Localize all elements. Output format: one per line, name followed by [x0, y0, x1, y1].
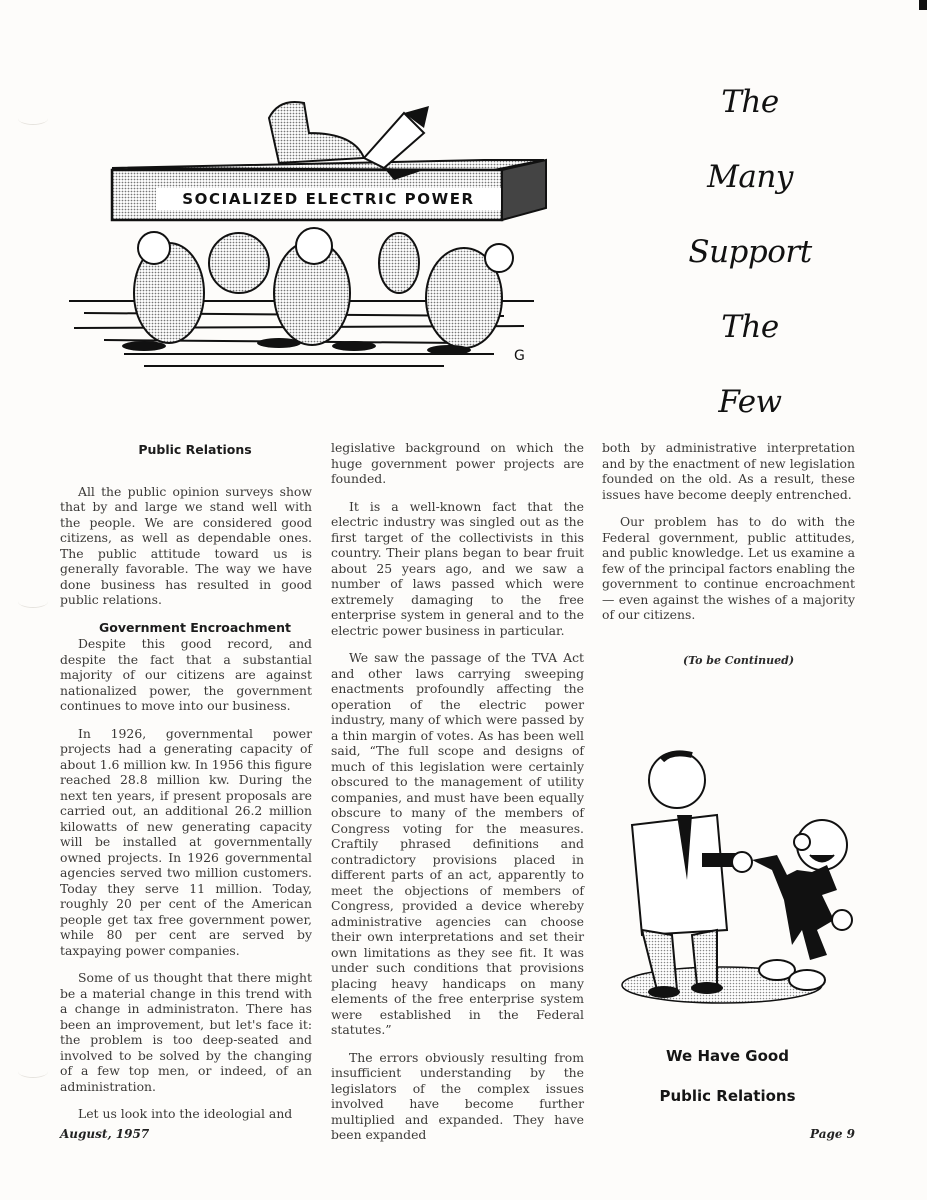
article-headline	[660, 72, 840, 447]
paragraph: legislative background on which the huge government power projects are founded.	[331, 440, 584, 486]
paragraph: Despite this good record, and despite the fact that a substantial majority of our citizens are against nationalized power, the government continues to move into our business.	[60, 636, 312, 713]
handshake-illustration-icon	[612, 730, 862, 1010]
issue-date: August, 1957	[60, 1127, 150, 1141]
slab-label: SOCIALIZED ELECTRIC POWER	[156, 188, 501, 210]
cartoon-caption: Public Relations	[659, 1087, 796, 1105]
continued-note: (To be Continued)	[682, 653, 795, 667]
paragraph: both by administrative interpretation and by the enactment of new legislation founded on the old. As a result, these issues have become deeply entrenched.	[602, 440, 855, 502]
section-heading: Government Encroachment	[99, 619, 291, 635]
socialized-power-cartoon	[64, 88, 564, 378]
paragraph: We saw the passage of the TVA Act and other laws carrying sweeping enactments profoundly affecting the operation of the electric power industry, many of which were passed by a thin margin of votes. As has been well said, “The full scope and designs of much of this legislation were certainly obscured to the management of utility companies, and must have been equally obscure to many of the members of Congress voting for the measures. Craftily phrased definitions and contradictory provisions placed in different parts of an act, apparently to meet the objections of members of Congress, provided a device whereby administrative agencies can choose their own interpretations and set their own limitations as they see fit. It was under such conditions that provisions placing heavy handicaps on many elements of the free enterprise system were established in the Federal statutes.”	[331, 650, 584, 1037]
binder-hole	[18, 595, 48, 608]
headline-line: Support	[688, 234, 812, 270]
article-column-1	[60, 440, 312, 1134]
artist-signature: G	[514, 348, 525, 364]
article-column-3	[602, 440, 855, 668]
page-number: Page 9	[810, 1127, 856, 1141]
section-heading: Public Relations	[138, 442, 252, 457]
binder-hole	[18, 1065, 48, 1078]
page-corner-mark	[919, 0, 927, 10]
paragraph: The errors obviously resulting from insufficient understanding by the legislators of the complex issues involved have become further multiplied and expanded. They have been expanded	[331, 1049, 584, 1142]
cartoon-illustration-icon	[64, 88, 564, 378]
paragraph: In 1926, governmental power projects had a generating capacity of about 1.6 million kw. In 1956 this figure reached 28.8 million kw. During the next ten years, if present proposals are carried out, an additional 26.2 million kilowatts of new generating capacity will be installed at governmentally owned projects. In 1926 governmental agencies served two million customers. Today they serve 11 million. Today, roughly 20 per cent of the American people get tax free government power, while 80 per cent are served by taxpaying power companies.	[60, 725, 312, 958]
headline-line: Few	[718, 384, 782, 420]
headline-line: The	[721, 84, 779, 120]
headline-line: Many	[707, 159, 793, 195]
paragraph: It is a well-known fact that the electric industry was singled out as the first target of the collectivists in this country. Their plans began to bear fruit about 25 years ago, and we saw a number of laws passed which were extremely damaging to the free enterprise system in general and to the electric power business in particular.	[331, 498, 584, 638]
paragraph: Our problem has to do with the Federal government, public attitudes, and public knowledge. Let us examine a few of the principal factors enabling the government to continue encroachment — even against the wishes of a majority of our citizens.	[602, 514, 855, 622]
headline-line: The	[721, 309, 779, 345]
binder-hole	[18, 112, 48, 125]
paragraph: Some of us thought that there might be a material change in this trend with a change in administraton. There has been an improvement, but let's face it: the problem is too deep-seated and involved to be solved by the changing of a few top men, or indeed, of an administration.	[60, 970, 312, 1094]
handshake-cartoon	[612, 730, 862, 1010]
paragraph: All the public opinion surveys show that by and large we stand well with the people. We are considered good citizens, as well as dependable ones. The public attitude toward us is generally favorable. The way we have done business has resulted in good public relations.	[60, 483, 312, 607]
article-column-2	[331, 440, 584, 1155]
cartoon-caption: We Have Good	[666, 1047, 789, 1065]
paragraph: Let us look into the ideologial and	[78, 1106, 293, 1121]
